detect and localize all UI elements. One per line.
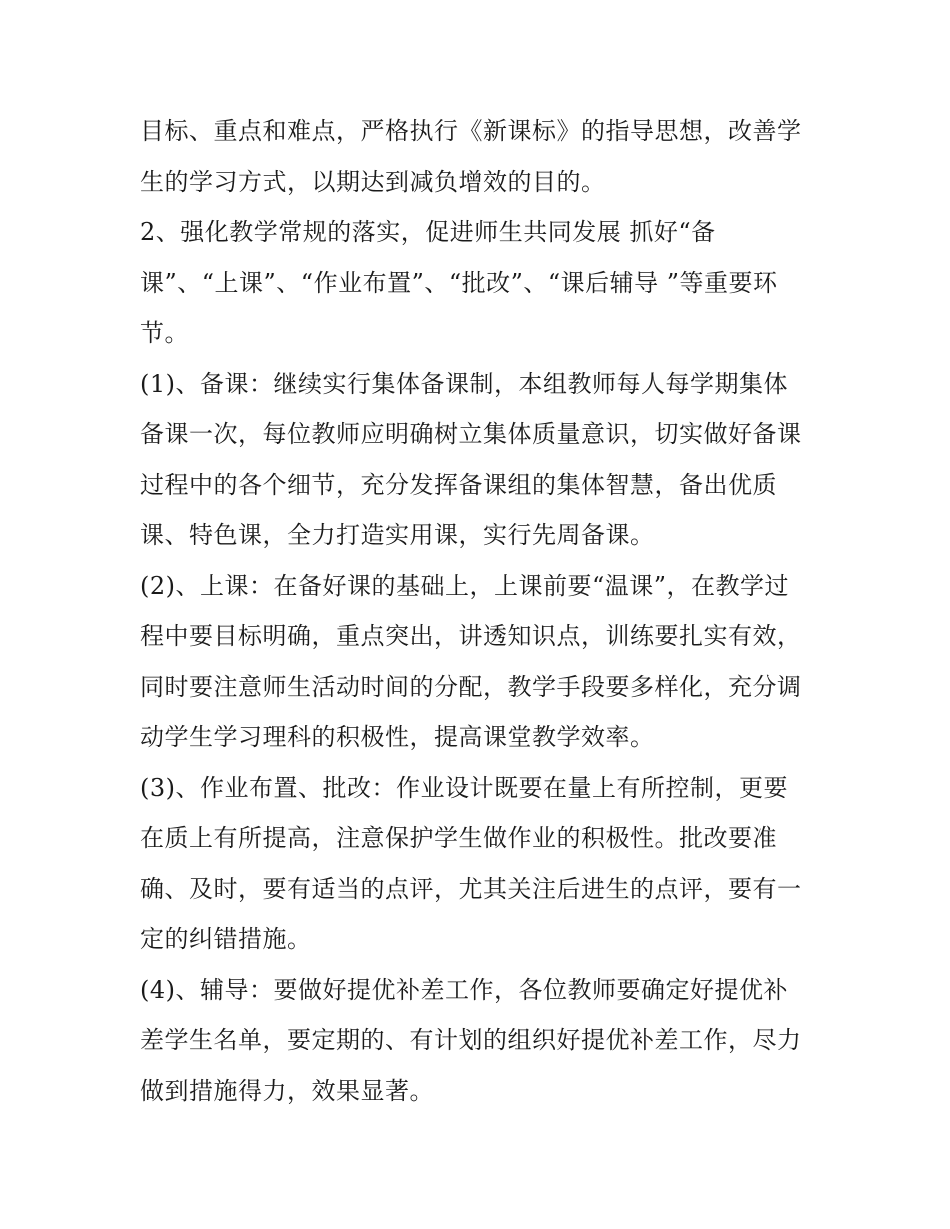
text-line: 程中要目标明确，重点突出，讲透知识点，训练要扎实有效，	[140, 622, 802, 650]
text-line: 课、特色课，全力打造实用课，实行先周备课。	[140, 521, 655, 549]
text-line: 生的学习方式，以期达到减负增效的目的。	[140, 167, 606, 196]
text-line: 确、及时，要有适当的点评，尤其关注后进生的点评，要有一	[140, 874, 802, 903]
text-line: 过程中的各个细节，充分发挥备课组的集体智慧，备出优质	[140, 470, 777, 499]
text-line: 同时要注意师生活动时间的分配，教学手段要多样化，充分调	[140, 672, 802, 701]
text-line: 课”、“上课”、“作业布置”、“批改”、“课后辅导 ”等重要环	[140, 268, 778, 297]
text-line: 备课一次，每位教师应明确树立集体质量意识，切实做好备课	[140, 420, 802, 448]
document-body	[140, 106, 820, 1116]
text-line: 目标、重点和难点，严格执行《新课标》的指导思想，改善学	[140, 117, 802, 145]
text-line: 动学生学习理科的积极性，提高课堂教学效率。	[140, 723, 655, 751]
text-line: (2)、上课：在备好课的基础上，上课前要“温课”，在教学过	[140, 571, 790, 600]
text-line: (4)、辅导：要做好提优补差工作，各位教师要确定好提优补	[140, 975, 788, 1004]
text-line: 在质上有所提高，注意保护学生做作业的积极性。批改要准	[140, 824, 777, 852]
text-line: 2、强化教学常规的落实，促进师生共同发展 抓好“备	[140, 218, 716, 246]
text-line: 定的纠错措施。	[140, 925, 312, 953]
text-line: 做到措施得力，效果显著。	[140, 1076, 434, 1105]
text-line: (1)、备课：继续实行集体备课制，本组教师每人每学期集体	[140, 369, 788, 398]
text-line: 节。	[140, 319, 189, 347]
text-line: 差学生名单，要定期的、有计划的组织好提优补差工作，尽力	[140, 1026, 802, 1054]
text-line: (3)、作业布置、批改：作业设计既要在量上有所控制，更要	[140, 773, 788, 802]
